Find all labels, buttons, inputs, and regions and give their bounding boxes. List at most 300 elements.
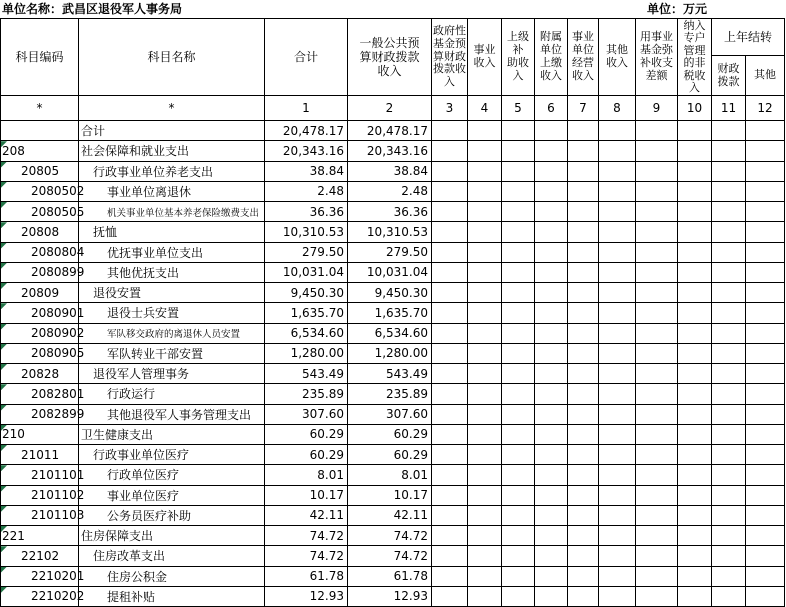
- cell-total-value[interactable]: 20,343.16: [265, 141, 348, 161]
- cell-subject-name[interactable]: 优抚事业单位支出: [79, 242, 265, 262]
- cell-subject-code[interactable]: [1, 586, 85, 606]
- cell-empty[interactable]: [568, 141, 599, 161]
- cell-empty[interactable]: [678, 262, 712, 282]
- header-carryover-fiscal[interactable]: 财政 拨款: [712, 56, 746, 96]
- cell-empty[interactable]: [502, 384, 535, 404]
- cell-empty[interactable]: [678, 505, 712, 525]
- cell-empty[interactable]: [678, 364, 712, 384]
- cell-general-budget-value[interactable]: 235.89: [348, 384, 432, 404]
- cell-subject-name[interactable]: 军队移交政府的离退休人员安置: [79, 323, 265, 343]
- cell-subject-code[interactable]: [1, 546, 79, 566]
- cell-subject-name[interactable]: 行政事业单位医疗: [79, 445, 265, 465]
- cell-empty[interactable]: [712, 424, 746, 444]
- cell-empty[interactable]: [432, 181, 468, 201]
- cell-empty[interactable]: [502, 445, 535, 465]
- cell-empty[interactable]: [468, 141, 502, 161]
- cell-empty[interactable]: [636, 384, 678, 404]
- cell-subject-code[interactable]: [1, 121, 79, 141]
- cell-empty[interactable]: [712, 364, 746, 384]
- cell-general-budget-value[interactable]: 10.17: [348, 485, 432, 505]
- cell-subject-code[interactable]: [1, 242, 85, 262]
- cell-empty[interactable]: [636, 364, 678, 384]
- cell-empty[interactable]: [636, 546, 678, 566]
- cell-empty[interactable]: [502, 465, 535, 485]
- cell-empty[interactable]: [636, 181, 678, 201]
- cell-empty[interactable]: [746, 141, 785, 161]
- cell-subject-code[interactable]: [1, 202, 85, 222]
- cell-empty[interactable]: [599, 262, 636, 282]
- cell-empty[interactable]: [568, 424, 599, 444]
- cell-empty[interactable]: [468, 283, 502, 303]
- cell-empty[interactable]: [432, 222, 468, 242]
- cell-empty[interactable]: [568, 384, 599, 404]
- cell-empty[interactable]: [746, 121, 785, 141]
- cell-total-value[interactable]: 60.29: [265, 445, 348, 465]
- index-cell[interactable]: 11: [712, 96, 746, 121]
- cell-empty[interactable]: [432, 323, 468, 343]
- cell-empty[interactable]: [432, 465, 468, 485]
- cell-empty[interactable]: [599, 566, 636, 586]
- cell-empty[interactable]: [468, 546, 502, 566]
- cell-empty[interactable]: [712, 161, 746, 181]
- cell-empty[interactable]: [712, 141, 746, 161]
- cell-empty[interactable]: [746, 586, 785, 606]
- cell-subject-name[interactable]: 机关事业单位基本养老保险缴费支出: [79, 202, 265, 222]
- cell-empty[interactable]: [678, 222, 712, 242]
- cell-empty[interactable]: [678, 323, 712, 343]
- cell-empty[interactable]: [712, 222, 746, 242]
- cell-empty[interactable]: [636, 485, 678, 505]
- cell-empty[interactable]: [746, 566, 785, 586]
- cell-empty[interactable]: [568, 546, 599, 566]
- cell-empty[interactable]: [636, 566, 678, 586]
- cell-empty[interactable]: [746, 384, 785, 404]
- cell-total-value[interactable]: 2.48: [265, 181, 348, 201]
- cell-empty[interactable]: [568, 222, 599, 242]
- cell-subject-code[interactable]: [1, 364, 79, 384]
- cell-empty[interactable]: [678, 141, 712, 161]
- cell-empty[interactable]: [568, 202, 599, 222]
- cell-subject-name[interactable]: 退役军人管理事务: [79, 364, 265, 384]
- cell-empty[interactable]: [636, 424, 678, 444]
- cell-general-budget-value[interactable]: 8.01: [348, 465, 432, 485]
- cell-empty[interactable]: [535, 343, 568, 363]
- cell-empty[interactable]: [502, 566, 535, 586]
- cell-empty[interactable]: [468, 364, 502, 384]
- cell-empty[interactable]: [636, 303, 678, 323]
- cell-subject-code[interactable]: [1, 404, 85, 424]
- cell-empty[interactable]: [746, 485, 785, 505]
- cell-empty[interactable]: [568, 465, 599, 485]
- cell-empty[interactable]: [468, 323, 502, 343]
- cell-general-budget-value[interactable]: 12.93: [348, 586, 432, 606]
- cell-empty[interactable]: [712, 404, 746, 424]
- cell-empty[interactable]: [746, 546, 785, 566]
- cell-total-value[interactable]: 9,450.30: [265, 283, 348, 303]
- cell-subject-name[interactable]: 行政单位医疗: [79, 465, 265, 485]
- cell-empty[interactable]: [468, 586, 502, 606]
- cell-empty[interactable]: [678, 546, 712, 566]
- cell-empty[interactable]: [502, 262, 535, 282]
- cell-subject-code[interactable]: [1, 445, 79, 465]
- cell-empty[interactable]: [678, 242, 712, 262]
- cell-empty[interactable]: [636, 283, 678, 303]
- cell-empty[interactable]: [599, 546, 636, 566]
- cell-empty[interactable]: [535, 526, 568, 546]
- cell-general-budget-value[interactable]: 279.50: [348, 242, 432, 262]
- cell-empty[interactable]: [712, 566, 746, 586]
- cell-empty[interactable]: [636, 202, 678, 222]
- cell-empty[interactable]: [746, 465, 785, 485]
- cell-total-value[interactable]: 42.11: [265, 505, 348, 525]
- cell-subject-name[interactable]: 住房保障支出: [79, 526, 265, 546]
- cell-empty[interactable]: [432, 283, 468, 303]
- cell-general-budget-value[interactable]: 61.78: [348, 566, 432, 586]
- cell-total-value[interactable]: 74.72: [265, 526, 348, 546]
- cell-empty[interactable]: [746, 283, 785, 303]
- cell-empty[interactable]: [535, 202, 568, 222]
- header-special-account-nontax[interactable]: 纳入 专户 管理 的非 税收 入: [678, 19, 712, 96]
- cell-empty[interactable]: [636, 161, 678, 181]
- cell-empty[interactable]: [746, 303, 785, 323]
- cell-subject-name[interactable]: 退役士兵安置: [79, 303, 265, 323]
- cell-empty[interactable]: [535, 121, 568, 141]
- cell-empty[interactable]: [599, 161, 636, 181]
- cell-subject-name[interactable]: 行政运行: [79, 384, 265, 404]
- cell-subject-name[interactable]: 卫生健康支出: [79, 424, 265, 444]
- cell-total-value[interactable]: 12.93: [265, 586, 348, 606]
- cell-empty[interactable]: [432, 445, 468, 465]
- cell-empty[interactable]: [468, 526, 502, 546]
- cell-empty[interactable]: [468, 303, 502, 323]
- cell-empty[interactable]: [568, 262, 599, 282]
- cell-empty[interactable]: [502, 242, 535, 262]
- cell-empty[interactable]: [712, 445, 746, 465]
- cell-empty[interactable]: [636, 404, 678, 424]
- cell-total-value[interactable]: 20,478.17: [265, 121, 348, 141]
- cell-empty[interactable]: [568, 303, 599, 323]
- cell-general-budget-value[interactable]: 10,310.53: [348, 222, 432, 242]
- cell-total-value[interactable]: 8.01: [265, 465, 348, 485]
- cell-empty[interactable]: [432, 303, 468, 323]
- cell-empty[interactable]: [599, 181, 636, 201]
- cell-empty[interactable]: [712, 505, 746, 525]
- cell-empty[interactable]: [599, 141, 636, 161]
- cell-empty[interactable]: [712, 242, 746, 262]
- header-general-public-budget-income[interactable]: 一般公共预 算财政拨款 收入: [348, 19, 432, 96]
- cell-empty[interactable]: [568, 283, 599, 303]
- cell-subject-code[interactable]: [1, 465, 85, 485]
- cell-total-value[interactable]: 10,031.04: [265, 262, 348, 282]
- cell-empty[interactable]: [678, 586, 712, 606]
- cell-empty[interactable]: [746, 445, 785, 465]
- cell-subject-code[interactable]: [1, 384, 85, 404]
- cell-empty[interactable]: [712, 343, 746, 363]
- cell-empty[interactable]: [502, 343, 535, 363]
- cell-empty[interactable]: [535, 485, 568, 505]
- cell-empty[interactable]: [678, 121, 712, 141]
- cell-total-value[interactable]: 543.49: [265, 364, 348, 384]
- cell-empty[interactable]: [599, 283, 636, 303]
- cell-empty[interactable]: [502, 505, 535, 525]
- index-cell[interactable]: 1: [265, 96, 348, 121]
- cell-empty[interactable]: [599, 465, 636, 485]
- header-business-income[interactable]: 事业 收入: [468, 19, 502, 96]
- cell-empty[interactable]: [568, 586, 599, 606]
- cell-empty[interactable]: [746, 343, 785, 363]
- cell-empty[interactable]: [599, 404, 636, 424]
- header-other-income[interactable]: 其他 收入: [599, 19, 636, 96]
- cell-empty[interactable]: [568, 505, 599, 525]
- index-cell[interactable]: 10: [678, 96, 712, 121]
- cell-empty[interactable]: [636, 343, 678, 363]
- cell-empty[interactable]: [678, 404, 712, 424]
- cell-subject-name[interactable]: 提租补贴: [79, 586, 265, 606]
- cell-empty[interactable]: [432, 546, 468, 566]
- cell-empty[interactable]: [535, 141, 568, 161]
- cell-empty[interactable]: [535, 586, 568, 606]
- header-subject-code[interactable]: 科目编码: [1, 19, 79, 96]
- index-cell[interactable]: *: [1, 96, 79, 121]
- cell-empty[interactable]: [678, 343, 712, 363]
- index-cell[interactable]: 8: [599, 96, 636, 121]
- cell-empty[interactable]: [636, 222, 678, 242]
- cell-empty[interactable]: [535, 283, 568, 303]
- cell-subject-code[interactable]: [1, 283, 79, 303]
- cell-subject-name[interactable]: 其他优抚支出: [79, 262, 265, 282]
- cell-total-value[interactable]: 10.17: [265, 485, 348, 505]
- cell-empty[interactable]: [746, 242, 785, 262]
- cell-empty[interactable]: [712, 262, 746, 282]
- cell-general-budget-value[interactable]: 20,343.16: [348, 141, 432, 161]
- cell-empty[interactable]: [599, 242, 636, 262]
- cell-empty[interactable]: [535, 181, 568, 201]
- cell-empty[interactable]: [468, 404, 502, 424]
- index-cell[interactable]: 9: [636, 96, 678, 121]
- cell-empty[interactable]: [599, 303, 636, 323]
- cell-total-value[interactable]: 61.78: [265, 566, 348, 586]
- cell-empty[interactable]: [468, 424, 502, 444]
- cell-empty[interactable]: [678, 526, 712, 546]
- cell-empty[interactable]: [599, 485, 636, 505]
- cell-empty[interactable]: [468, 445, 502, 465]
- cell-empty[interactable]: [568, 181, 599, 201]
- cell-empty[interactable]: [636, 242, 678, 262]
- cell-empty[interactable]: [535, 465, 568, 485]
- header-superior-subsidy-income[interactable]: 上级补 助收入: [502, 19, 535, 96]
- cell-empty[interactable]: [712, 121, 746, 141]
- index-cell[interactable]: *: [79, 96, 265, 121]
- cell-empty[interactable]: [432, 202, 468, 222]
- cell-empty[interactable]: [568, 242, 599, 262]
- index-cell[interactable]: 5: [502, 96, 535, 121]
- cell-general-budget-value[interactable]: 42.11: [348, 505, 432, 525]
- index-cell[interactable]: 4: [468, 96, 502, 121]
- cell-empty[interactable]: [746, 161, 785, 181]
- cell-empty[interactable]: [636, 323, 678, 343]
- cell-empty[interactable]: [599, 445, 636, 465]
- cell-empty[interactable]: [502, 546, 535, 566]
- cell-empty[interactable]: [535, 161, 568, 181]
- cell-empty[interactable]: [568, 343, 599, 363]
- cell-empty[interactable]: [432, 566, 468, 586]
- cell-empty[interactable]: [535, 323, 568, 343]
- cell-empty[interactable]: [468, 242, 502, 262]
- cell-empty[interactable]: [568, 121, 599, 141]
- cell-general-budget-value[interactable]: 74.72: [348, 546, 432, 566]
- cell-empty[interactable]: [599, 222, 636, 242]
- cell-empty[interactable]: [746, 222, 785, 242]
- cell-total-value[interactable]: 6,534.60: [265, 323, 348, 343]
- cell-empty[interactable]: [432, 262, 468, 282]
- cell-empty[interactable]: [746, 323, 785, 343]
- cell-empty[interactable]: [599, 323, 636, 343]
- cell-empty[interactable]: [636, 121, 678, 141]
- cell-empty[interactable]: [432, 424, 468, 444]
- cell-empty[interactable]: [432, 364, 468, 384]
- cell-empty[interactable]: [568, 161, 599, 181]
- cell-empty[interactable]: [678, 566, 712, 586]
- cell-empty[interactable]: [599, 343, 636, 363]
- cell-empty[interactable]: [468, 181, 502, 201]
- cell-subject-name[interactable]: 合计: [79, 121, 265, 141]
- cell-total-value[interactable]: 307.60: [265, 404, 348, 424]
- cell-empty[interactable]: [746, 364, 785, 384]
- cell-total-value[interactable]: 74.72: [265, 546, 348, 566]
- cell-empty[interactable]: [746, 181, 785, 201]
- cell-subject-code[interactable]: [1, 141, 79, 161]
- cell-empty[interactable]: [599, 586, 636, 606]
- cell-subject-name[interactable]: 住房公积金: [79, 566, 265, 586]
- cell-empty[interactable]: [712, 384, 746, 404]
- cell-general-budget-value[interactable]: 10,031.04: [348, 262, 432, 282]
- cell-empty[interactable]: [535, 546, 568, 566]
- cell-subject-code[interactable]: [1, 343, 85, 363]
- cell-empty[interactable]: [502, 283, 535, 303]
- cell-subject-code[interactable]: [1, 323, 85, 343]
- index-cell[interactable]: 7: [568, 96, 599, 121]
- cell-empty[interactable]: [468, 343, 502, 363]
- cell-subject-name[interactable]: 住房改革支出: [79, 546, 265, 566]
- cell-empty[interactable]: [712, 465, 746, 485]
- cell-empty[interactable]: [468, 485, 502, 505]
- cell-subject-name[interactable]: 社会保障和就业支出: [79, 141, 265, 161]
- cell-total-value[interactable]: 1,280.00: [265, 343, 348, 363]
- cell-empty[interactable]: [568, 364, 599, 384]
- cell-subject-code[interactable]: [1, 526, 79, 546]
- cell-empty[interactable]: [535, 505, 568, 525]
- cell-empty[interactable]: [502, 364, 535, 384]
- cell-empty[interactable]: [535, 384, 568, 404]
- cell-empty[interactable]: [678, 424, 712, 444]
- cell-empty[interactable]: [502, 526, 535, 546]
- cell-empty[interactable]: [502, 181, 535, 201]
- header-fund-offset[interactable]: 用事业 基金弥 补收支 差额: [636, 19, 678, 96]
- cell-subject-name[interactable]: 抚恤: [79, 222, 265, 242]
- cell-empty[interactable]: [712, 181, 746, 201]
- cell-empty[interactable]: [678, 384, 712, 404]
- cell-empty[interactable]: [535, 445, 568, 465]
- cell-empty[interactable]: [746, 505, 785, 525]
- cell-empty[interactable]: [432, 343, 468, 363]
- cell-empty[interactable]: [432, 161, 468, 181]
- cell-subject-code[interactable]: [1, 424, 79, 444]
- cell-empty[interactable]: [468, 222, 502, 242]
- cell-total-value[interactable]: 235.89: [265, 384, 348, 404]
- cell-subject-code[interactable]: [1, 566, 85, 586]
- cell-subject-code[interactable]: [1, 262, 85, 282]
- cell-subject-name[interactable]: 退役安置: [79, 283, 265, 303]
- cell-empty[interactable]: [468, 202, 502, 222]
- cell-empty[interactable]: [502, 161, 535, 181]
- cell-empty[interactable]: [678, 445, 712, 465]
- cell-empty[interactable]: [432, 242, 468, 262]
- cell-empty[interactable]: [746, 202, 785, 222]
- cell-empty[interactable]: [468, 384, 502, 404]
- cell-empty[interactable]: [502, 303, 535, 323]
- cell-total-value[interactable]: 10,310.53: [265, 222, 348, 242]
- cell-empty[interactable]: [678, 161, 712, 181]
- cell-general-budget-value[interactable]: 1,635.70: [348, 303, 432, 323]
- cell-subject-name[interactable]: 行政事业单位养老支出: [79, 161, 265, 181]
- cell-general-budget-value[interactable]: 74.72: [348, 526, 432, 546]
- cell-empty[interactable]: [568, 485, 599, 505]
- cell-empty[interactable]: [746, 526, 785, 546]
- cell-general-budget-value[interactable]: 38.84: [348, 161, 432, 181]
- index-cell[interactable]: 2: [348, 96, 432, 121]
- cell-empty[interactable]: [678, 485, 712, 505]
- cell-empty[interactable]: [432, 384, 468, 404]
- cell-empty[interactable]: [712, 586, 746, 606]
- cell-subject-name[interactable]: 公务员医疗补助: [79, 505, 265, 525]
- cell-subject-code[interactable]: [1, 161, 79, 181]
- cell-empty[interactable]: [636, 262, 678, 282]
- cell-empty[interactable]: [468, 505, 502, 525]
- cell-subject-name[interactable]: 事业单位离退休: [79, 181, 265, 201]
- cell-subject-code[interactable]: [1, 485, 85, 505]
- cell-empty[interactable]: [432, 404, 468, 424]
- cell-empty[interactable]: [535, 424, 568, 444]
- header-subject-name[interactable]: 科目名称: [79, 19, 265, 96]
- cell-general-budget-value[interactable]: 36.36: [348, 202, 432, 222]
- cell-empty[interactable]: [712, 526, 746, 546]
- header-total[interactable]: 合计: [265, 19, 348, 96]
- cell-empty[interactable]: [599, 526, 636, 546]
- cell-empty[interactable]: [599, 202, 636, 222]
- cell-subject-code[interactable]: [1, 505, 85, 525]
- cell-empty[interactable]: [599, 121, 636, 141]
- cell-subject-code[interactable]: [1, 222, 79, 242]
- cell-empty[interactable]: [535, 242, 568, 262]
- cell-empty[interactable]: [535, 262, 568, 282]
- cell-empty[interactable]: [502, 202, 535, 222]
- cell-empty[interactable]: [568, 404, 599, 424]
- cell-empty[interactable]: [636, 141, 678, 161]
- cell-empty[interactable]: [468, 566, 502, 586]
- cell-empty[interactable]: [432, 505, 468, 525]
- cell-empty[interactable]: [432, 121, 468, 141]
- header-operating-income[interactable]: 事业 单位 经营 收入: [568, 19, 599, 96]
- cell-empty[interactable]: [502, 404, 535, 424]
- cell-empty[interactable]: [535, 222, 568, 242]
- cell-empty[interactable]: [746, 262, 785, 282]
- cell-empty[interactable]: [636, 505, 678, 525]
- cell-empty[interactable]: [432, 526, 468, 546]
- cell-empty[interactable]: [678, 303, 712, 323]
- cell-empty[interactable]: [535, 404, 568, 424]
- cell-total-value[interactable]: 36.36: [265, 202, 348, 222]
- cell-empty[interactable]: [678, 465, 712, 485]
